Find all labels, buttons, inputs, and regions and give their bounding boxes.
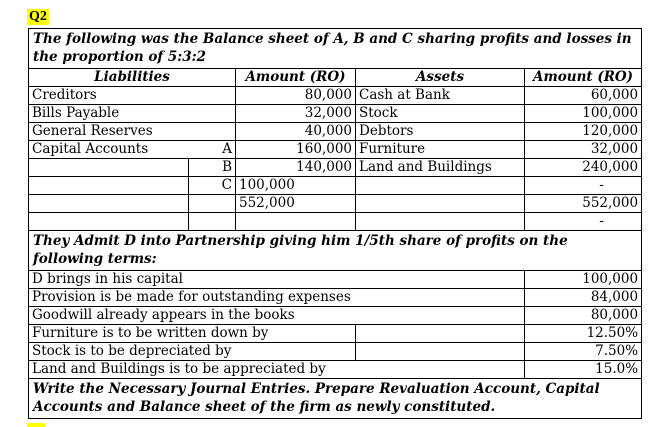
admission-note: They Admit D into Partnership giving him 1/5th share of profits on the following terms: (29, 231, 642, 271)
liabilities-header: Liabilities (29, 69, 236, 87)
liability-total-cell: 552,000 (236, 195, 356, 213)
asset-amount-cell: 240,000 (525, 159, 642, 177)
intro-text: The following was the Balance sheet of A, B and C sharing profits and losses in the proportion of 5:3:2 (29, 29, 642, 69)
term-text: Furniture is to be written down by (29, 325, 356, 343)
asset-amount-cell: - (525, 213, 642, 231)
term-value: 80,000 (525, 307, 642, 325)
total-row (29, 195, 642, 213)
term-row (29, 325, 642, 343)
liability-cell: Bills Payable (29, 105, 189, 123)
table-row (29, 159, 642, 177)
liability-amount-cell: 80,000 (236, 87, 356, 105)
liability-amount-cell: 40,000 (236, 123, 356, 141)
liability-cell (29, 159, 189, 177)
term-row (29, 271, 642, 289)
partner-cell (189, 105, 236, 123)
liability-cell: General Reserves (29, 123, 189, 141)
partner-cell (189, 195, 236, 213)
term-value: 12.50% (525, 325, 642, 343)
asset-amount-cell: - (525, 177, 642, 195)
liability-cell (29, 213, 189, 231)
partner-cell (189, 123, 236, 141)
term-text: D brings in his capital (29, 271, 525, 289)
table-row (29, 123, 642, 141)
term-text: Stock is to be depreciated by (29, 343, 356, 361)
amount-right-header: Amount (RO) (525, 69, 642, 87)
term-empty-cell (356, 325, 525, 343)
liability-cell: Creditors (29, 87, 189, 105)
asset-amount-cell: 100,000 (525, 105, 642, 123)
highlight-mark (27, 423, 45, 427)
question-label: Q2 (29, 9, 47, 24)
liability-cell (29, 177, 189, 195)
term-row (29, 361, 642, 379)
term-empty-cell (356, 343, 525, 361)
term-row (29, 307, 642, 325)
asset-cell: Debtors (356, 123, 525, 141)
term-value: 100,000 (525, 271, 642, 289)
partner-cell (189, 213, 236, 231)
table-row (29, 105, 642, 123)
liability-amount-cell: 160,000 (236, 141, 356, 159)
asset-cell: Cash at Bank (356, 87, 525, 105)
asset-cell (356, 195, 525, 213)
partner-cell: A (189, 141, 236, 159)
term-value: 15.0% (525, 361, 642, 379)
asset-cell (356, 177, 525, 195)
term-row (29, 289, 642, 307)
partner-cell (189, 87, 236, 105)
term-value: 84,000 (525, 289, 642, 307)
instruction-text: Write the Necessary Journal Entries. Prepare Revaluation Account, Capital Accounts and Balance sheet of the firm as newly constituted. (29, 379, 642, 419)
term-value: 7.50% (525, 343, 642, 361)
table-row (29, 141, 642, 159)
term-text: Land and Buildings is to be appreciated by (29, 361, 525, 379)
table-row (29, 213, 642, 231)
liability-amount-cell: 32,000 (236, 105, 356, 123)
assets-header: Assets (356, 69, 525, 87)
asset-cell: Stock (356, 105, 525, 123)
liability-cell: Capital Accounts (29, 141, 189, 159)
asset-total-cell: 552,000 (525, 195, 642, 213)
asset-amount-cell: 120,000 (525, 123, 642, 141)
term-text: Goodwill already appears in the books (29, 307, 525, 325)
header-row (29, 69, 642, 87)
asset-cell: Land and Buildings (356, 159, 525, 177)
asset-cell (356, 213, 525, 231)
term-text: Provision is be made for outstanding expenses (29, 289, 525, 307)
table-row (29, 177, 642, 195)
liability-cell (29, 195, 189, 213)
amount-left-header: Amount (RO) (236, 69, 356, 87)
asset-amount-cell: 32,000 (525, 141, 642, 159)
partner-cell: B (189, 159, 236, 177)
asset-amount-cell: 60,000 (525, 87, 642, 105)
term-row (29, 343, 642, 361)
liability-amount-cell (236, 213, 356, 231)
liability-amount-cell: 140,000 (236, 159, 356, 177)
liability-amount-cell: 100,000 (236, 177, 356, 195)
table-row (29, 87, 642, 105)
balance-sheet-table (28, 28, 642, 419)
partner-cell: C (189, 177, 236, 195)
asset-cell: Furniture (356, 141, 525, 159)
